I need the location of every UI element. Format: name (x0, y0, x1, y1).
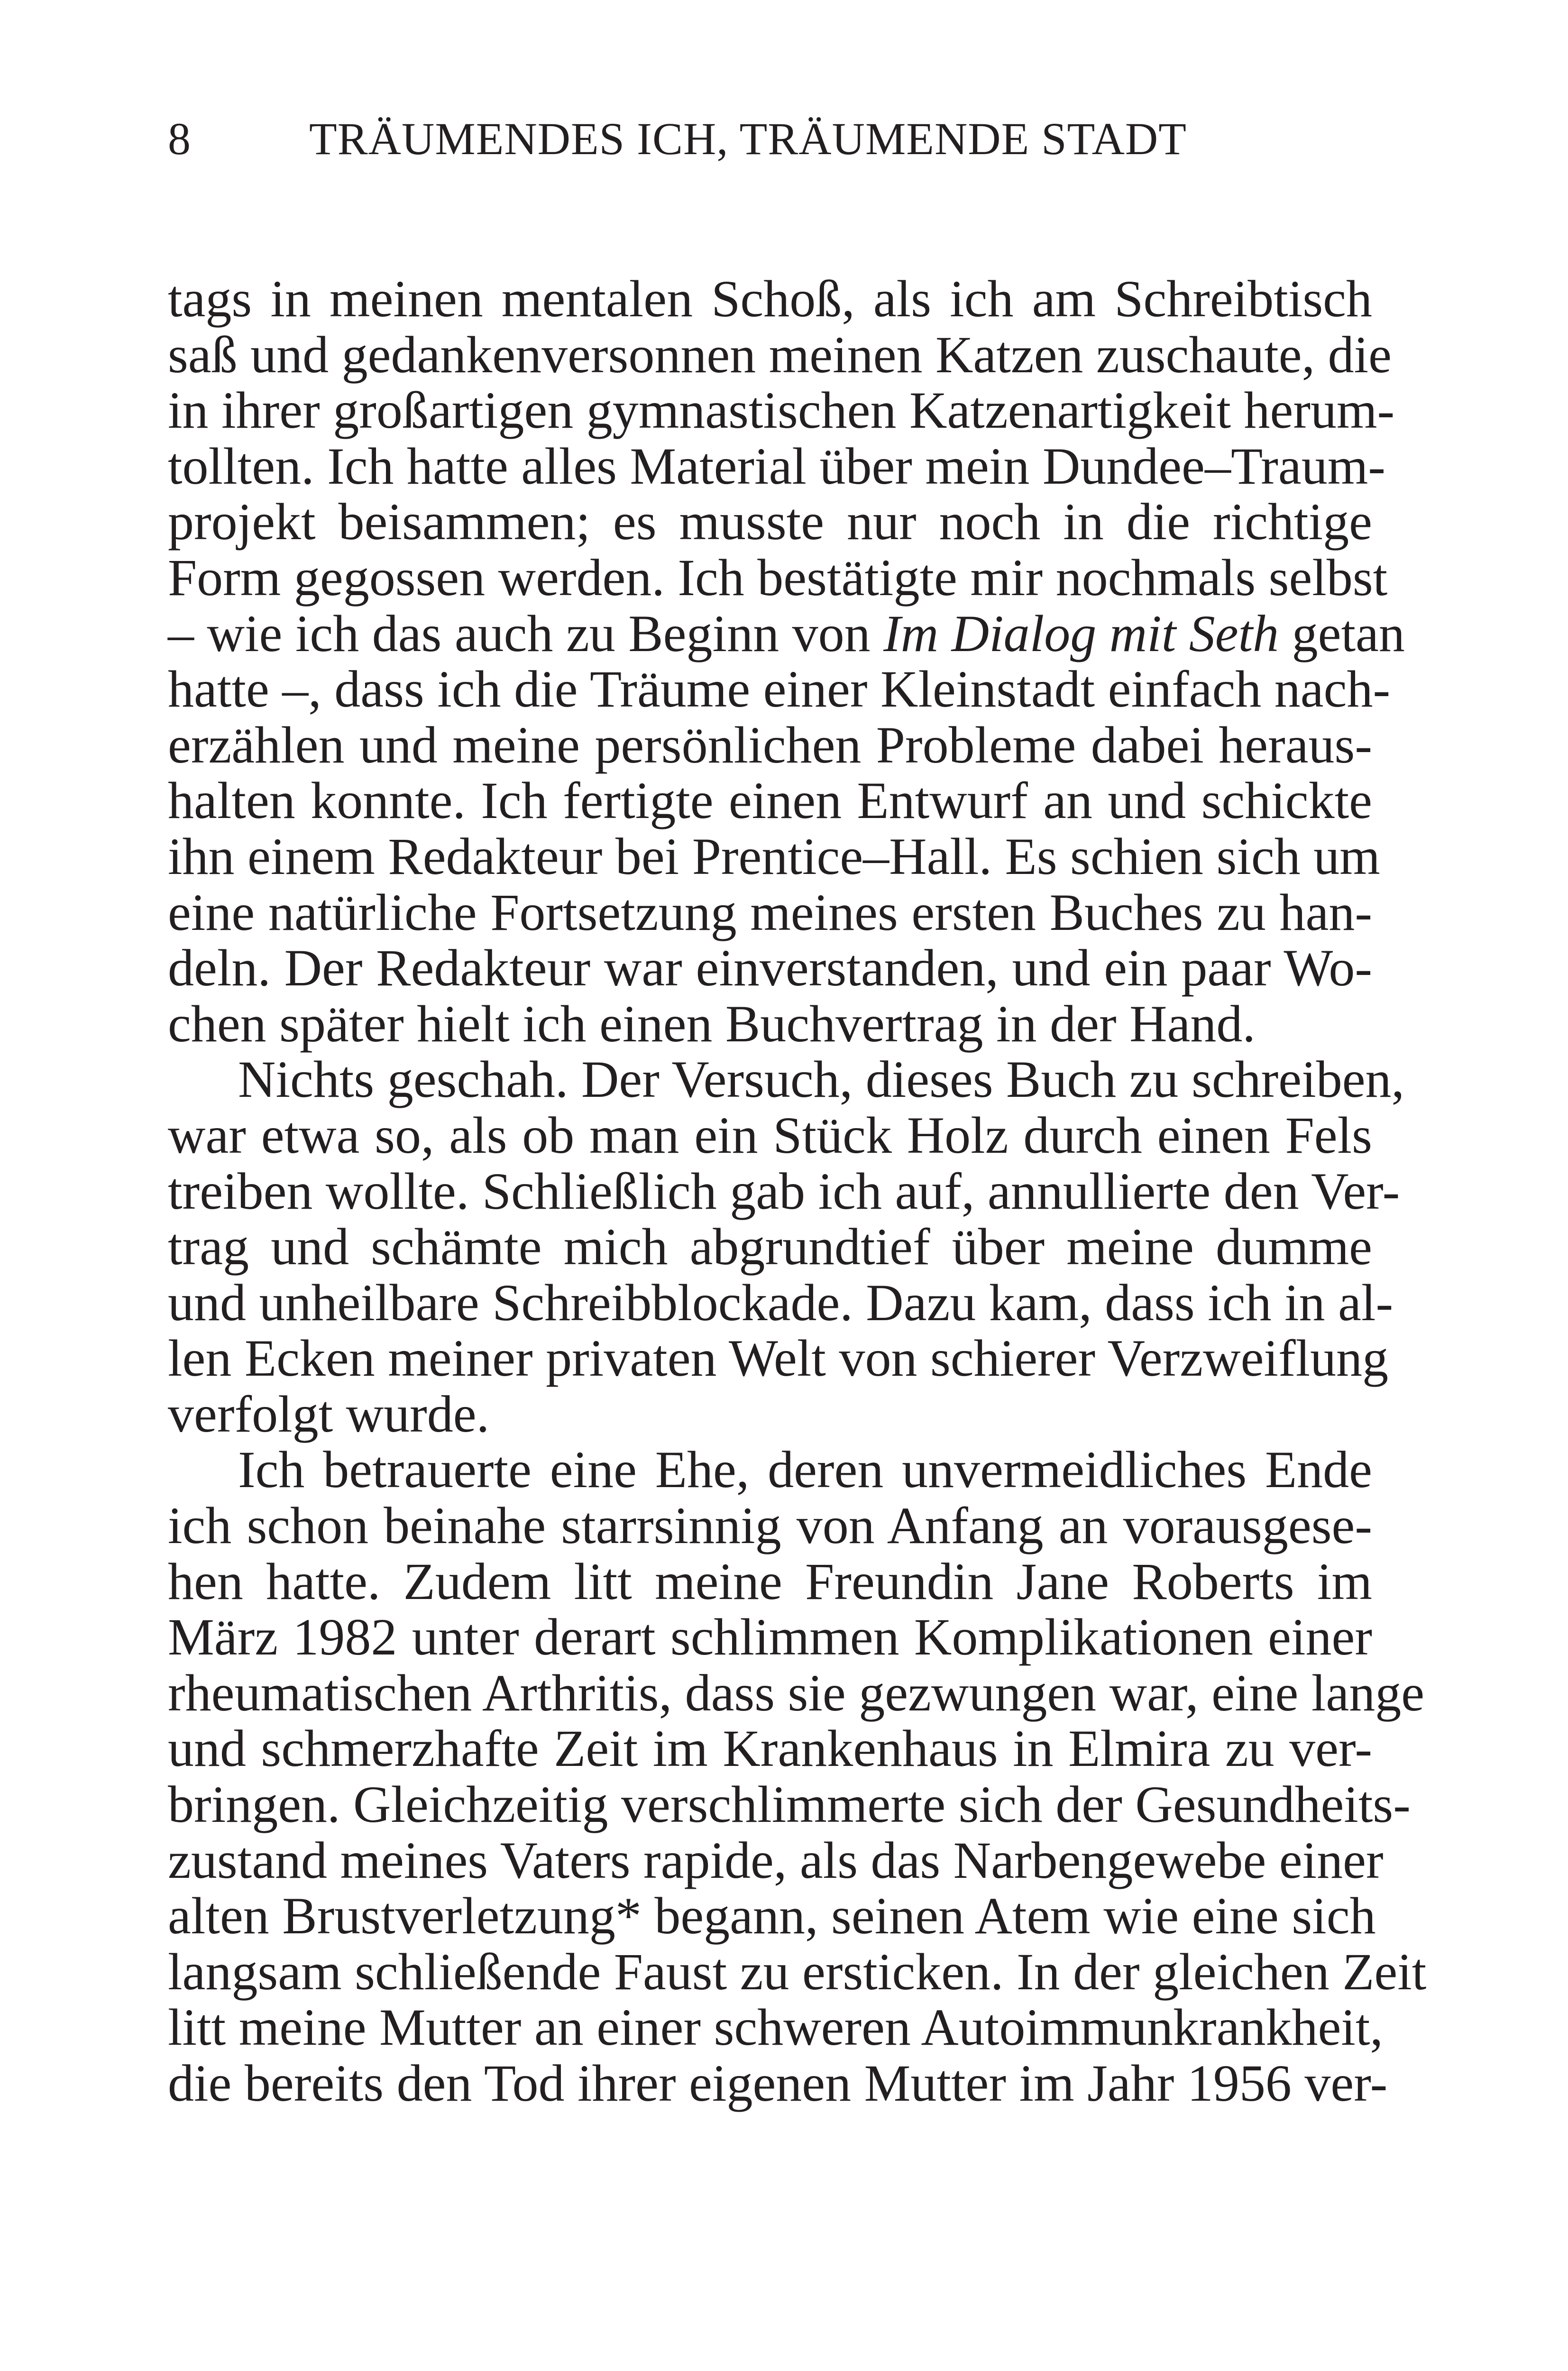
text-line: rheumatischen Arthritis, dass sie gezwungen war, eine lange (168, 1663, 1425, 1722)
text-line: deln. Der Redakteur war einverstanden, und ein paar Wo- (168, 939, 1372, 997)
text-line: und unheilbare Schreibblockade. Dazu kam, dass ich in al- (168, 1273, 1394, 1332)
text-line: die bereits den Tod ihrer eigenen Mutter im Jahr 1956 ver- (168, 2054, 1388, 2112)
text-line: verfolgt wurde. (168, 1385, 490, 1443)
text-segment: getan (1279, 604, 1405, 662)
text-line: ihn einem Redakteur bei Prentice–Hall. Es schien sich um (168, 827, 1380, 885)
text-line: tollten. Ich hatte alles Material über mein Dundee–Traum- (168, 437, 1385, 495)
text-line: erzählen und meine persönlichen Probleme dabei heraus- (168, 716, 1372, 774)
text-segment: – wie ich das auch zu Beginn von (168, 604, 884, 662)
text-line: langsam schließende Faust zu ersticken. In der gleichen Zeit (168, 1942, 1427, 2001)
text-line: len Ecken meiner privaten Welt von schierer Verzweiflung (168, 1329, 1389, 1388)
text-line: litt meine Mutter an einer schweren Autoimmunkrankheit, (168, 1998, 1383, 2057)
body-text (168, 270, 1427, 2112)
text-line: ich schon beinahe starrsinnig von Anfang an vorausgese- (168, 1497, 1372, 1555)
text-line: war etwa so, als ob man ein Stück Holz durch einen Fels (168, 1106, 1372, 1164)
running-head (168, 113, 1403, 165)
text-line: und schmerzhafte Zeit im Krankenhaus in Elmira zu ver- (168, 1719, 1372, 1778)
running-head-title: TRÄUMENDES ICH, TRÄUMENDE STADT (309, 113, 1187, 164)
text-line: tags in meinen mentalen Schoß, als ich am Schreibtisch (168, 270, 1372, 328)
text-line: halten konnte. Ich fertigte einen Entwurf an und schickte (168, 772, 1372, 830)
text-line: saß und gedankenversonnen meinen Katzen zuschaute, die (168, 325, 1392, 384)
text-line-paragraph-start: Nichts geschah. Der Versuch, dieses Buch zu schreiben, (238, 1050, 1405, 1109)
text-line: eine natürliche Fortsetzung meines ersten Buches zu han- (168, 883, 1372, 941)
text-line: zustand meines Vaters rapide, als das Narbengewebe einer (168, 1831, 1384, 1889)
text-line: projekt beisammen; es musste nur noch in die richtige (168, 493, 1372, 551)
text-line: chen später hielt ich einen Buchvertrag in der Hand. (168, 994, 1256, 1053)
text-line: treiben wollte. Schließlich gab ich auf, annullierte den Ver- (168, 1162, 1400, 1220)
text-line-paragraph-start: Ich betrauerte eine Ehe, deren unvermeidliches Ende (238, 1441, 1372, 1499)
text-line: alten Brustverletzung* begann, seinen Atem wie eine sich (168, 1887, 1376, 1945)
text-line: März 1982 unter derart schlimmen Komplikationen einer (168, 1608, 1372, 1666)
book-title-italic: Im Dialog mit Seth (883, 604, 1279, 662)
text-line: hen hatte. Zudem litt meine Freundin Jane Roberts im (168, 1552, 1372, 1610)
text-line: trag und schämte mich abgrundtief über meine dumme (168, 1218, 1372, 1276)
text-line: bringen. Gleichzeitig verschlimmerte sich der Gesundheits- (168, 1775, 1411, 1834)
page-number: 8 (168, 113, 191, 164)
text-line: hatte –, dass ich die Träume einer Kleinstadt einfach nach- (168, 660, 1391, 718)
text-line: in ihrer großartigen gymnastischen Katzenartigkeit herum- (168, 381, 1395, 440)
text-line (168, 604, 1405, 662)
text-line: Form gegossen werden. Ich bestätigte mir nochmals selbst (168, 548, 1388, 607)
